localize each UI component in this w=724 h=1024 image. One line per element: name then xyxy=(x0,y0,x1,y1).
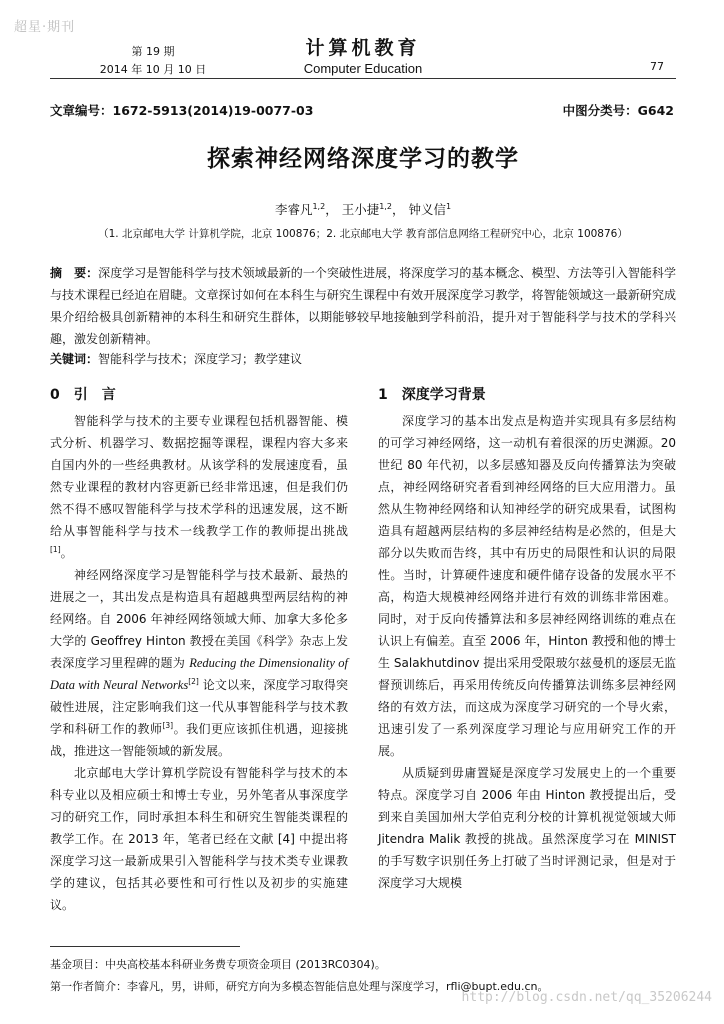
left-column xyxy=(50,410,348,916)
right-column xyxy=(378,410,676,894)
author-list xyxy=(50,200,676,218)
paragraph: 从质疑到毋庸置疑是深度学习发展史上的一个重要特点。深度学习自 2006 年由 Hinton 教授提出后，受到来自美国加州大学伯克利分校的计算机视觉领域大师 Jitendra Malik 教授的挑战。虽然深度学习在 MINIST 的手写数字识别任务上打破了当时评测记录，但是对于深度学习大规模 xyxy=(378,766,676,890)
issue-info xyxy=(98,43,208,79)
paper-title: 探索神经网络深度学习的教学 xyxy=(207,146,519,172)
issue-number: 第 19 期 xyxy=(131,45,175,58)
journal-title-en: Computer Education xyxy=(303,61,423,76)
footnote-rule xyxy=(50,946,240,947)
author-affil-mark: 1,2 xyxy=(312,201,326,211)
abstract-label: 摘 要： xyxy=(50,266,99,280)
citation-ref: [1] xyxy=(50,545,61,554)
citation-ref: [2] xyxy=(188,677,199,686)
author-affil-mark: 1 xyxy=(445,201,452,211)
author-name: 王小捷 xyxy=(341,202,380,217)
classification-number: 中图分类号：G642 xyxy=(562,103,674,118)
citation-ref: [3] xyxy=(162,721,174,730)
watermark-top: 超星·期刊 xyxy=(14,20,76,35)
section-heading-introduction: 0 引 言 xyxy=(50,387,116,403)
author-affil-mark: 1,2 xyxy=(379,201,392,211)
author-separator: ， xyxy=(325,202,338,217)
funding-note: 基金项目：中央高校基本科研业务费专项资金项目 (2013RC0304)。 xyxy=(50,958,386,971)
affiliations: （1. 北京邮电大学 计算机学院，北京 100876；2. 北京邮电大学 教育部信息网络工程研究中心，北京 100876） xyxy=(98,228,628,240)
keywords-text: 智能科学与技术；深度学习；教学建议 xyxy=(98,352,303,366)
paragraph-text: 论文以来，深度学习取得突破性进展，注定影响我们这一代从事智能科学与技术教学和科研工作的教师 xyxy=(50,678,348,736)
paragraph xyxy=(50,564,348,762)
paragraph: 深度学习的基本出发点是构造并实现具有多层结构的可学习神经网络，这一动机有着很深的历史渊源。20 世纪 80 年代初，以多层感知器及反向传播算法为突破点，神经网络研究者看到神经网络的巨大应用潜力。虽然从生物神经网络和认知神经学的研究成果看，试图构造具有超越两层结构的多层神经结构是必然的，但是大部分以失败而告终，其中有历史的局限性和认识的局限性。当时，计算硬件速度和硬件储存设备的发展水平不高，构造大规模神经网络并进行有效的训练非常困难。同时，对于反向传播算法和多层神经网络训练的难点在认识上有偏差。直至 2006 年，Hinton 教授和他的博士生 Salakhutdinov 提出采用受限玻尔兹曼机的逐层无监督预训练后，再采用传统反向传播算法训练多层神经网络的有效方法，而这成为深度学习研究的一个导火索，迅速引发了一系列深度学习理论与应用研究工作的开展。 xyxy=(378,414,676,758)
header-rule xyxy=(50,78,676,79)
issue-date: 2014 年 10 月 10 日 xyxy=(99,63,207,76)
author-name: 李睿凡 xyxy=(274,202,313,217)
abstract xyxy=(50,262,676,350)
keywords-label: 关键词： xyxy=(50,352,99,366)
paragraph-text: 。我们更应该抓住机遇，迎接挑战，推进这一智能领域的新发展。 xyxy=(50,722,348,758)
cited-paper-title: Reducing the Dimensionality of Data with Neural Networks xyxy=(50,656,348,692)
page-number: 77 xyxy=(650,60,664,73)
journal-title-cn: 计算机教育 xyxy=(305,37,421,59)
author-separator: ， xyxy=(391,202,405,217)
watermark-url: http://blog.csdn.net/qq_35206244 xyxy=(461,990,712,1005)
paragraph-text: 智能科学与技术的主要专业课程包括机器智能、模式分析、机器学习、数据挖掘等课程，课程内容大多来自国内外的一些经典教材。从该学科的发展速度看，虽然专业课程的教材内容更新已经非常迅速，但是我们仍然不得不感叹智能科学与技术学科的迅速发展，这不断给从事智能科学与技术一线教学工作的教师提出挑战 xyxy=(50,414,348,538)
paragraph: 北京邮电大学计算机学院设有智能科学与技术的本科专业以及相应硕士和博士专业，另外笔者从事深度学习的研究工作，同时承担本科生和研究生智能类课程的教学工作。在 2013 年，笔者已经在文献 [4] 中提出将深度学习这一最新成果引入智能科学与技术类专业课教学的建议，包括其必要性和可行性以及初步的实施建议。 xyxy=(50,766,348,912)
article-number: 文章编号：1672-5913(2014)19-0077-03 xyxy=(50,103,314,118)
author-bio-note: 第一作者简介：李睿凡，男，讲师，研究方向为多模态智能信息处理与深度学习，rfli@bupt.edu.cn。 xyxy=(50,980,549,993)
paragraph xyxy=(50,410,348,564)
section-heading-background: 1 深度学习背景 xyxy=(378,387,486,403)
journal-masthead xyxy=(268,36,458,77)
keywords xyxy=(50,350,676,368)
paragraph-text: 神经网络深度学习是智能科学与技术最新、最热的进展之一，其出发点是构造具有超越典型两层结构的神经网络。自 2006 年神经网络领域大师、加拿大多伦多大学的 Geoffrey Hinton 教授在美国《科学》杂志上发表深度学习里程碑的题为 xyxy=(50,568,348,670)
abstract-text: 深度学习是智能科学与技术领域最新的一个突破性进展，将深度学习的基本概念、模型、方法等引入智能科学与技术课程已经迫在眉睫。文章探讨如何在本科生与研究生课程中有效开展深度学习教学，将智能领域这一最新研究成果介绍给极具创新精神的本科生和研究生群体，以期能够较早地接触到学科前沿，提升对于智能科学与技术的学科兴趣，激发创新精神。 xyxy=(50,266,676,346)
paragraph-text: 。 xyxy=(60,546,73,560)
author-name: 钟义信 xyxy=(408,202,446,217)
